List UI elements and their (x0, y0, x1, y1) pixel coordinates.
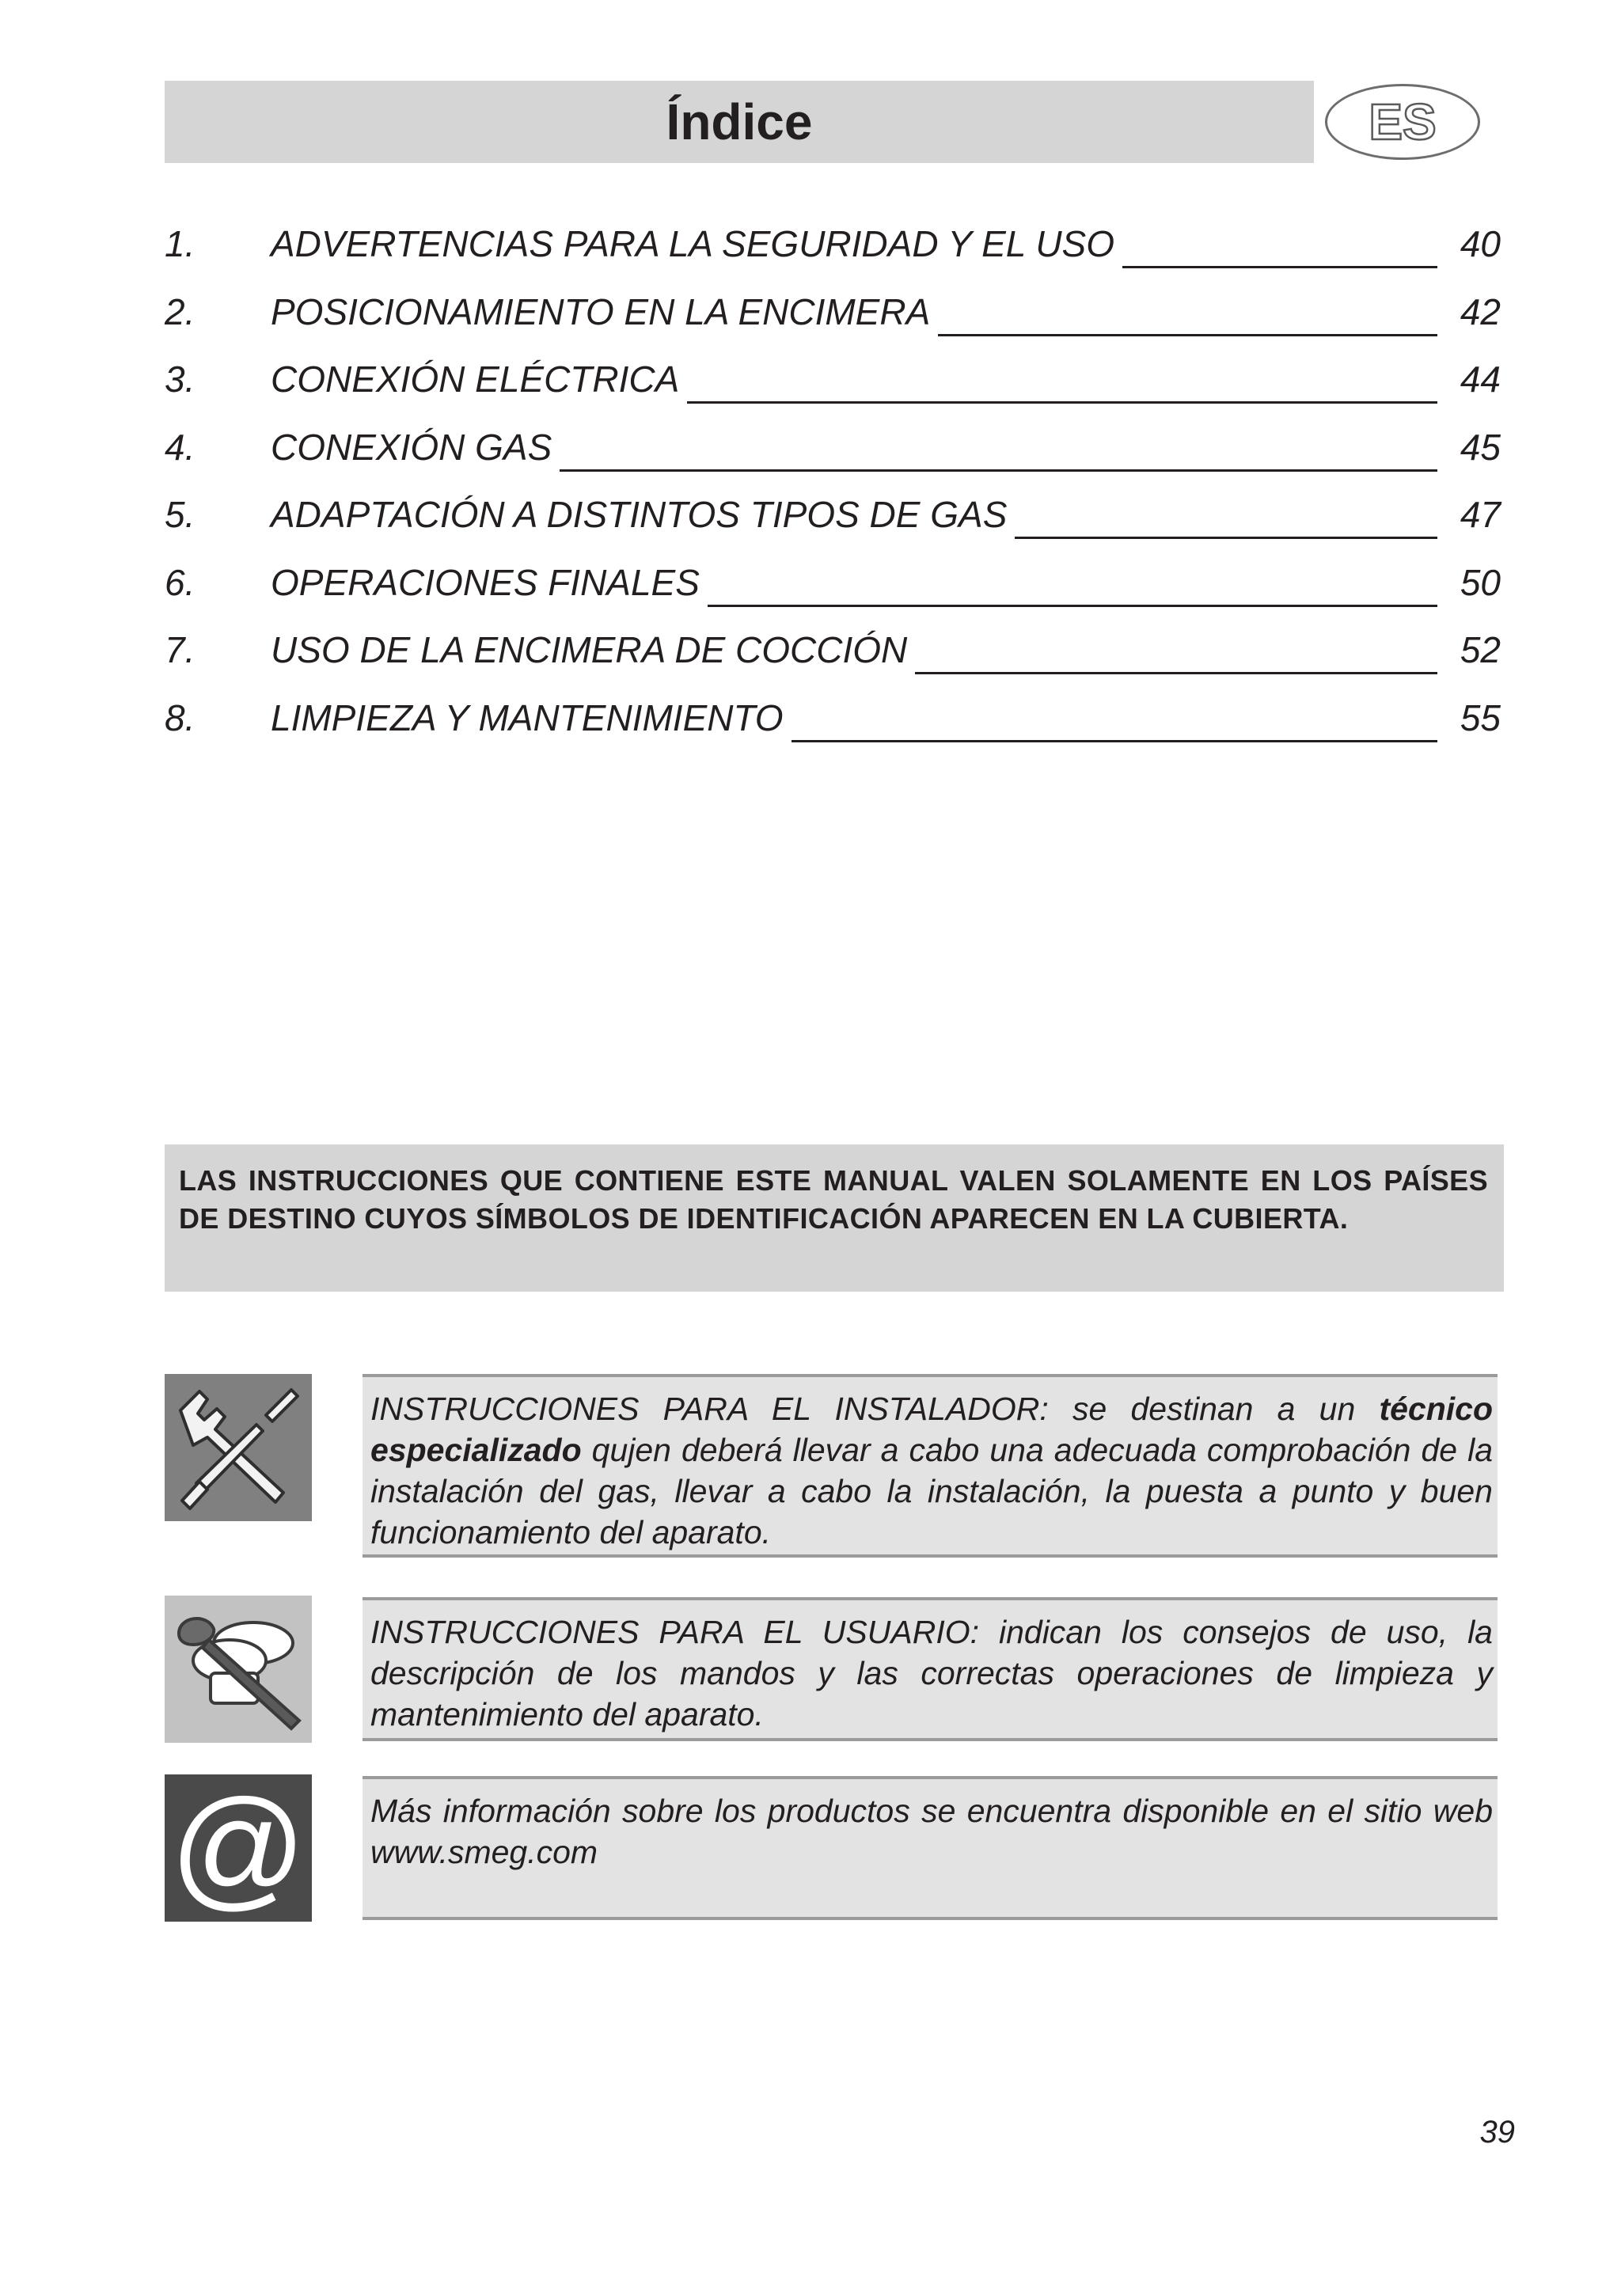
toc-label: ADVERTENCIAS PARA LA SEGURIDAD Y EL USO (271, 212, 1122, 275)
toc-label: LIMPIEZA Y MANTENIMIENTO (271, 686, 792, 750)
toc-number: 5. (165, 494, 196, 535)
toc-label: ADAPTACIÓN A DISTINTOS TIPOS DE GAS (271, 483, 1015, 546)
toc-number: 1. (165, 223, 196, 264)
installer-text: INSTRUCCIONES PARA EL INSTALADOR: se destinan a un técnico especializado qujen deberá llevar a cabo una adecuada comprobación de la instalación del gas, llevar a cabo la instalación, la puesta a punto y buen funcionamiento del aparato. (370, 1391, 1493, 1550)
toc-entry[interactable] (165, 483, 1501, 551)
toc-page: 52 (1460, 629, 1501, 670)
toc-label: CONEXIÓN ELÉCTRICA (271, 347, 687, 411)
toc-label: USO DE LA ENCIMERA DE COCCIÓN (271, 618, 915, 681)
web-info (363, 1776, 1498, 1920)
toc-page: 40 (1460, 223, 1501, 264)
toc-number: 6. (165, 561, 196, 603)
at-sign-icon (165, 1774, 312, 1922)
language-badge: ES (1325, 84, 1480, 160)
toc-page: 44 (1460, 359, 1501, 400)
toc-page: 50 (1460, 561, 1501, 603)
installer-instructions (363, 1374, 1498, 1558)
user-text: INSTRUCCIONES PARA EL USUARIO: indican los consejos de uso, la descripción de los mandos y las correctas operaciones de limpieza y mantenimiento del aparato. (370, 1614, 1493, 1732)
page-title: Índice (666, 93, 813, 150)
chef-spoon-icon (165, 1596, 312, 1743)
user-instructions (363, 1597, 1498, 1741)
table-of-contents (165, 212, 1501, 753)
notice-text: LAS INSTRUCCIONES QUE CONTIENE ESTE MANUAL VALEN SOLAMENTE EN LOS PAÍSES DE DESTINO CUYOS SÍMBOLOS DE IDENTIFICACIÓN APARECEN EN LA CUBIERTA. (179, 1164, 1488, 1235)
toc-label: CONEXIÓN GAS (271, 416, 560, 479)
page-number: 39 (1479, 2115, 1515, 2150)
toc-page: 42 (1460, 290, 1501, 332)
toc-page: 55 (1460, 696, 1501, 738)
toc-number: 4. (165, 426, 196, 468)
notice-band (165, 1144, 1504, 1292)
toc-number: 2. (165, 290, 196, 332)
title-bar (165, 81, 1314, 163)
toc-entry[interactable] (165, 347, 1501, 416)
tools-icon (165, 1374, 312, 1521)
toc-page: 47 (1460, 494, 1501, 535)
toc-entry[interactable] (165, 686, 1501, 754)
toc-number: 8. (165, 696, 196, 738)
toc-label: OPERACIONES FINALES (271, 551, 708, 614)
toc-entry[interactable] (165, 416, 1501, 484)
web-info-text: Más información sobre los productos se encuentra disponible en el sitio web www.smeg.com (370, 1793, 1493, 1870)
toc-label: POSICIONAMIENTO EN LA ENCIMERA (271, 280, 938, 343)
toc-number: 3. (165, 359, 196, 400)
toc-entry[interactable] (165, 551, 1501, 619)
toc-page: 45 (1460, 426, 1501, 468)
toc-entry[interactable] (165, 212, 1501, 280)
svg-text:@: @ (169, 1774, 307, 1922)
toc-entry[interactable] (165, 618, 1501, 686)
toc-number: 7. (165, 629, 196, 670)
toc-entry[interactable] (165, 280, 1501, 348)
